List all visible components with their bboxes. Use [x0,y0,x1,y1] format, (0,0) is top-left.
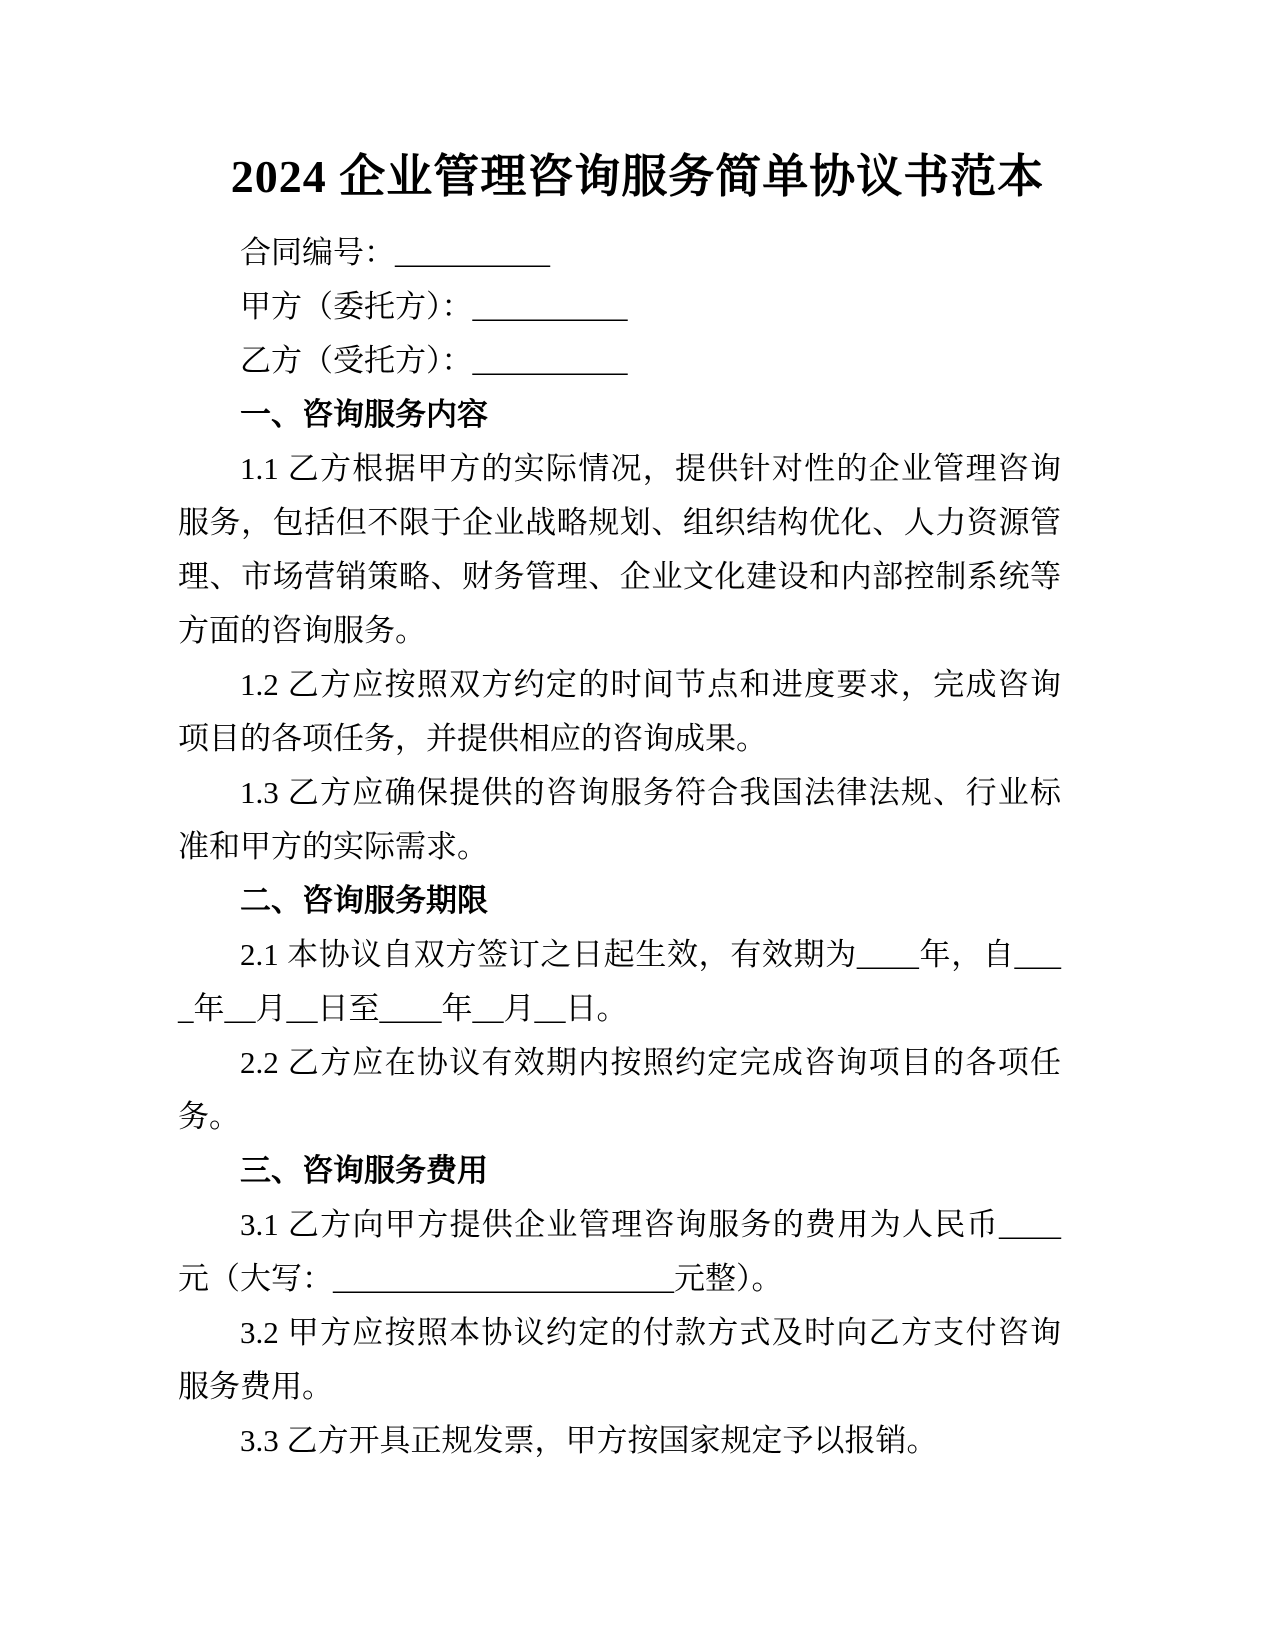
party-a-line: 甲方（委托方）：__________ [240,289,628,324]
section-3-paragraph-3-2: 3.2 甲方应按照本协议约定的付款方式及时向乙方支付咨询服务费用。 [178,1315,1061,1404]
party-b-line: 乙方（受托方）：__________ [240,343,628,378]
section-1-paragraph-1-1: 1.1 乙方根据甲方的实际情况，提供针对性的企业管理咨询服务，包括但不限于企业战略规划、组织结构优化、人力资源管理、市场营销策略、财务管理、企业文化建设和内部控制系统等方面的咨询服务。 [178,451,1061,648]
section-3-heading: 三、咨询服务费用 [240,1153,488,1188]
section-1-heading: 一、咨询服务内容 [240,397,488,432]
section-3-paragraph-3-3: 3.3 乙方开具正规发票，甲方按国家规定予以报销。 [240,1423,938,1458]
document-body [0,206,1275,1468]
section-1-paragraph-1-3: 1.3 乙方应确保提供的咨询服务符合我国法律法规、行业标准和甲方的实际需求。 [178,775,1061,864]
document-title: 2024 企业管理咨询服务简单协议书范本 [230,151,1045,202]
contract-number-line: 合同编号：__________ [240,235,550,270]
section-2-paragraph-2-1: 2.1 本协议自双方签订之日起生效，有效期为____年，自____年__月__日至____年__月__日。 [178,937,1061,1026]
section-2-paragraph-2-2: 2.2 乙方应在协议有效期内按照约定完成咨询项目的各项任务。 [178,1045,1061,1134]
section-2-heading: 二、咨询服务期限 [240,883,488,918]
section-1-paragraph-1-2: 1.2 乙方应按照双方约定的时间节点和进度要求，完成咨询项目的各项任务，并提供相应的咨询成果。 [178,667,1061,756]
section-3-paragraph-3-1: 3.1 乙方向甲方提供企业管理咨询服务的费用为人民币____元（大写：______________________元整）。 [178,1207,1061,1296]
